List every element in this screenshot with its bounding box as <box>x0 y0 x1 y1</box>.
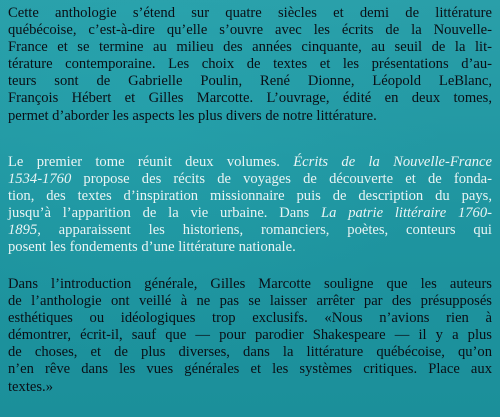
paragraph-first-volume <box>8 154 492 257</box>
text-line: Dans l’introduction générale, Gilles Marcotte souligne que les auteurs <box>8 276 492 292</box>
text-line: François Hébert et Gilles Marcotte. L’ouvrage, édité en deux tomes, <box>8 90 492 107</box>
paragraph-intro <box>8 5 492 125</box>
text-segment: propose des récits de voyages de découverte et de fonda- <box>83 171 492 188</box>
italic-title: 1534-1760 <box>8 171 72 188</box>
text-line: de l’anthologie ont veillé à ne pas se laisser arrêter par des présupposés <box>8 293 492 310</box>
text-line: démontrer, écrit-il, sauf que — pour parodier Shakespeare — il y a plus <box>8 327 492 344</box>
paragraph-introduction <box>8 276 492 396</box>
italic-title: Écrits de la Nouvelle-France <box>293 154 492 170</box>
text-line: de choses, et de plus diverses, dans la littérature québécoise, qu’on <box>8 344 492 361</box>
text-line: n’en rêve dans les vues générales et les systèmes critiques. Place aux <box>8 361 492 378</box>
text-line: permet d’aborder les aspects les plus divers de notre littérature. <box>8 107 377 124</box>
text-line <box>8 154 492 171</box>
text-line: tion, des textes d’inspiration missionnaire puis de description du pays, <box>8 188 492 205</box>
italic-title: 1895 <box>8 222 38 239</box>
text-line: québécoise, c’est-à-dire qu’elle s’ouvre avec les écrits de la Nouvelle- <box>8 22 492 39</box>
text-segment: jusqu’à l’apparition de la vie urbaine. Dans <box>8 205 310 222</box>
text-line: textes.» <box>8 378 53 395</box>
text-line: posent les fondements d’une littérature nationale. <box>8 239 296 256</box>
text-segment: , apparaissent les historiens, romanciers, poètes, conteurs qui <box>37 222 492 239</box>
text-line: teurs sont de Gabrielle Poulin, René Dionne, Léopold LeBlanc, <box>8 73 492 90</box>
text-line: esthétiques ou idéologiques trop exclusifs. «Nous n’avions rien à <box>8 310 492 327</box>
text-segment: Le premier tome réunit deux volumes. <box>8 154 280 170</box>
text-line <box>8 222 492 239</box>
text-line <box>8 171 492 188</box>
text-line: térature contemporaine. Les choix de textes et les présentations d’au- <box>8 56 492 73</box>
text-line <box>8 205 492 222</box>
text-line: Cette anthologie s’étend sur quatre siècles et demi de littérature <box>8 5 492 21</box>
italic-title: La patrie littéraire 1760- <box>321 205 492 222</box>
text-line: France et se termine au milieu des années cinquante, au seuil de la lit- <box>8 39 492 56</box>
